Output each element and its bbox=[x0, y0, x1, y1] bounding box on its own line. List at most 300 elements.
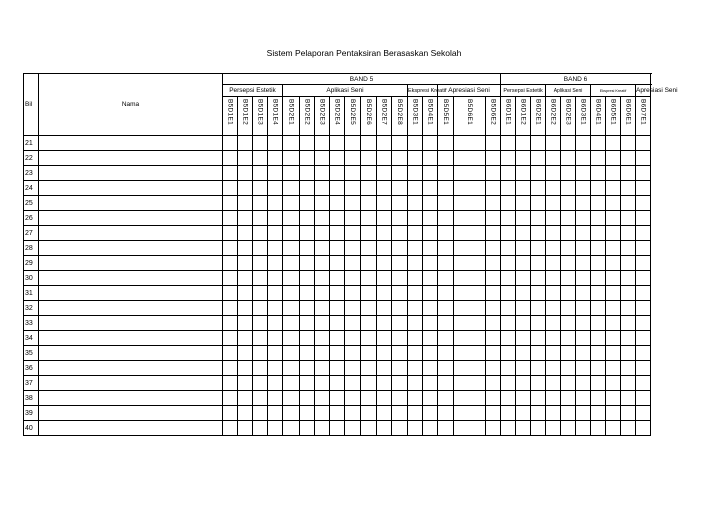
score-cell[interactable] bbox=[283, 346, 300, 361]
score-cell[interactable] bbox=[223, 241, 238, 256]
score-cell[interactable] bbox=[300, 241, 315, 256]
score-cell[interactable] bbox=[516, 166, 531, 181]
score-cell[interactable] bbox=[253, 136, 268, 151]
score-cell[interactable] bbox=[253, 271, 268, 286]
score-cell[interactable] bbox=[516, 376, 531, 391]
score-cell[interactable] bbox=[330, 151, 345, 166]
score-cell[interactable] bbox=[454, 376, 486, 391]
score-cell[interactable] bbox=[300, 286, 315, 301]
score-cell[interactable] bbox=[636, 241, 651, 256]
student-name-cell[interactable] bbox=[39, 166, 223, 181]
score-cell[interactable] bbox=[606, 256, 621, 271]
score-cell[interactable] bbox=[238, 286, 253, 301]
score-cell[interactable] bbox=[516, 256, 531, 271]
score-cell[interactable] bbox=[546, 406, 561, 421]
score-cell[interactable] bbox=[300, 196, 315, 211]
score-cell[interactable] bbox=[501, 271, 516, 286]
score-cell[interactable] bbox=[636, 331, 651, 346]
score-cell[interactable] bbox=[576, 256, 591, 271]
score-cell[interactable] bbox=[423, 241, 438, 256]
score-cell[interactable] bbox=[486, 331, 501, 346]
score-cell[interactable] bbox=[423, 421, 438, 436]
score-cell[interactable] bbox=[361, 286, 377, 301]
score-cell[interactable] bbox=[576, 406, 591, 421]
score-cell[interactable] bbox=[621, 301, 636, 316]
score-cell[interactable] bbox=[516, 136, 531, 151]
score-cell[interactable] bbox=[546, 256, 561, 271]
score-cell[interactable] bbox=[576, 331, 591, 346]
score-cell[interactable] bbox=[636, 286, 651, 301]
score-cell[interactable] bbox=[223, 301, 238, 316]
score-cell[interactable] bbox=[621, 136, 636, 151]
score-cell[interactable] bbox=[531, 226, 546, 241]
score-cell[interactable] bbox=[423, 196, 438, 211]
score-cell[interactable] bbox=[392, 196, 408, 211]
score-cell[interactable] bbox=[561, 361, 576, 376]
score-cell[interactable] bbox=[223, 181, 238, 196]
score-cell[interactable] bbox=[300, 166, 315, 181]
score-cell[interactable] bbox=[591, 406, 606, 421]
score-cell[interactable] bbox=[621, 286, 636, 301]
score-cell[interactable] bbox=[223, 256, 238, 271]
score-cell[interactable] bbox=[423, 271, 438, 286]
score-cell[interactable] bbox=[392, 181, 408, 196]
score-cell[interactable] bbox=[361, 226, 377, 241]
score-cell[interactable] bbox=[238, 316, 253, 331]
score-cell[interactable] bbox=[621, 271, 636, 286]
score-cell[interactable] bbox=[438, 286, 454, 301]
score-cell[interactable] bbox=[392, 361, 408, 376]
score-cell[interactable] bbox=[423, 391, 438, 406]
score-cell[interactable] bbox=[300, 391, 315, 406]
score-cell[interactable] bbox=[486, 196, 501, 211]
score-cell[interactable] bbox=[606, 151, 621, 166]
score-cell[interactable] bbox=[423, 406, 438, 421]
score-cell[interactable] bbox=[486, 166, 501, 181]
score-cell[interactable] bbox=[361, 406, 377, 421]
score-cell[interactable] bbox=[345, 211, 361, 226]
student-name-cell[interactable] bbox=[39, 241, 223, 256]
score-cell[interactable] bbox=[576, 181, 591, 196]
score-cell[interactable] bbox=[454, 421, 486, 436]
score-cell[interactable] bbox=[377, 346, 392, 361]
score-cell[interactable] bbox=[546, 376, 561, 391]
score-cell[interactable] bbox=[377, 406, 392, 421]
score-cell[interactable] bbox=[345, 391, 361, 406]
score-cell[interactable] bbox=[315, 181, 330, 196]
score-cell[interactable] bbox=[392, 376, 408, 391]
score-cell[interactable] bbox=[561, 331, 576, 346]
score-cell[interactable] bbox=[300, 226, 315, 241]
score-cell[interactable] bbox=[377, 271, 392, 286]
score-cell[interactable] bbox=[330, 346, 345, 361]
score-cell[interactable] bbox=[238, 361, 253, 376]
score-cell[interactable] bbox=[576, 421, 591, 436]
score-cell[interactable] bbox=[361, 136, 377, 151]
score-cell[interactable] bbox=[408, 211, 423, 226]
score-cell[interactable] bbox=[561, 256, 576, 271]
score-cell[interactable] bbox=[531, 316, 546, 331]
score-cell[interactable] bbox=[591, 181, 606, 196]
score-cell[interactable] bbox=[561, 421, 576, 436]
score-cell[interactable] bbox=[438, 151, 454, 166]
score-cell[interactable] bbox=[345, 301, 361, 316]
score-cell[interactable] bbox=[253, 196, 268, 211]
score-cell[interactable] bbox=[621, 256, 636, 271]
score-cell[interactable] bbox=[546, 136, 561, 151]
score-cell[interactable] bbox=[392, 391, 408, 406]
score-cell[interactable] bbox=[345, 346, 361, 361]
score-cell[interactable] bbox=[253, 226, 268, 241]
score-cell[interactable] bbox=[408, 241, 423, 256]
score-cell[interactable] bbox=[454, 301, 486, 316]
score-cell[interactable] bbox=[516, 181, 531, 196]
score-cell[interactable] bbox=[591, 211, 606, 226]
score-cell[interactable] bbox=[454, 136, 486, 151]
score-cell[interactable] bbox=[345, 361, 361, 376]
score-cell[interactable] bbox=[330, 181, 345, 196]
score-cell[interactable] bbox=[392, 151, 408, 166]
score-cell[interactable] bbox=[621, 181, 636, 196]
score-cell[interactable] bbox=[423, 346, 438, 361]
score-cell[interactable] bbox=[268, 181, 283, 196]
score-cell[interactable] bbox=[238, 196, 253, 211]
score-cell[interactable] bbox=[283, 301, 300, 316]
score-cell[interactable] bbox=[345, 331, 361, 346]
student-name-cell[interactable] bbox=[39, 256, 223, 271]
score-cell[interactable] bbox=[223, 196, 238, 211]
score-cell[interactable] bbox=[283, 376, 300, 391]
score-cell[interactable] bbox=[531, 211, 546, 226]
score-cell[interactable] bbox=[531, 331, 546, 346]
score-cell[interactable] bbox=[531, 346, 546, 361]
score-cell[interactable] bbox=[283, 256, 300, 271]
score-cell[interactable] bbox=[606, 301, 621, 316]
score-cell[interactable] bbox=[361, 256, 377, 271]
score-cell[interactable] bbox=[361, 166, 377, 181]
score-cell[interactable] bbox=[253, 346, 268, 361]
score-cell[interactable] bbox=[486, 151, 501, 166]
score-cell[interactable] bbox=[501, 166, 516, 181]
score-cell[interactable] bbox=[238, 151, 253, 166]
score-cell[interactable] bbox=[283, 151, 300, 166]
score-cell[interactable] bbox=[361, 211, 377, 226]
score-cell[interactable] bbox=[438, 181, 454, 196]
score-cell[interactable] bbox=[408, 376, 423, 391]
score-cell[interactable] bbox=[591, 241, 606, 256]
score-cell[interactable] bbox=[223, 421, 238, 436]
score-cell[interactable] bbox=[621, 166, 636, 181]
score-cell[interactable] bbox=[377, 376, 392, 391]
score-cell[interactable] bbox=[361, 421, 377, 436]
score-cell[interactable] bbox=[531, 166, 546, 181]
score-cell[interactable] bbox=[636, 196, 651, 211]
score-cell[interactable] bbox=[283, 241, 300, 256]
score-cell[interactable] bbox=[345, 376, 361, 391]
score-cell[interactable] bbox=[621, 241, 636, 256]
score-cell[interactable] bbox=[576, 271, 591, 286]
score-cell[interactable] bbox=[283, 271, 300, 286]
score-cell[interactable] bbox=[283, 181, 300, 196]
score-cell[interactable] bbox=[561, 196, 576, 211]
score-cell[interactable] bbox=[300, 421, 315, 436]
score-cell[interactable] bbox=[377, 361, 392, 376]
score-cell[interactable] bbox=[516, 271, 531, 286]
score-cell[interactable] bbox=[315, 361, 330, 376]
score-cell[interactable] bbox=[268, 241, 283, 256]
score-cell[interactable] bbox=[361, 241, 377, 256]
score-cell[interactable] bbox=[315, 391, 330, 406]
score-cell[interactable] bbox=[315, 346, 330, 361]
score-cell[interactable] bbox=[392, 136, 408, 151]
score-cell[interactable] bbox=[330, 406, 345, 421]
score-cell[interactable] bbox=[408, 406, 423, 421]
score-cell[interactable] bbox=[268, 136, 283, 151]
score-cell[interactable] bbox=[283, 226, 300, 241]
score-cell[interactable] bbox=[546, 196, 561, 211]
score-cell[interactable] bbox=[501, 361, 516, 376]
score-cell[interactable] bbox=[392, 316, 408, 331]
score-cell[interactable] bbox=[454, 271, 486, 286]
score-cell[interactable] bbox=[283, 331, 300, 346]
score-cell[interactable] bbox=[606, 376, 621, 391]
score-cell[interactable] bbox=[606, 346, 621, 361]
score-cell[interactable] bbox=[438, 346, 454, 361]
score-cell[interactable] bbox=[576, 211, 591, 226]
score-cell[interactable] bbox=[377, 256, 392, 271]
score-cell[interactable] bbox=[300, 376, 315, 391]
score-cell[interactable] bbox=[238, 346, 253, 361]
score-cell[interactable] bbox=[423, 361, 438, 376]
score-cell[interactable] bbox=[253, 286, 268, 301]
score-cell[interactable] bbox=[345, 166, 361, 181]
score-cell[interactable] bbox=[486, 181, 501, 196]
score-cell[interactable] bbox=[561, 316, 576, 331]
score-cell[interactable] bbox=[238, 271, 253, 286]
score-cell[interactable] bbox=[361, 376, 377, 391]
score-cell[interactable] bbox=[531, 361, 546, 376]
score-cell[interactable] bbox=[223, 316, 238, 331]
score-cell[interactable] bbox=[438, 406, 454, 421]
score-cell[interactable] bbox=[238, 166, 253, 181]
score-cell[interactable] bbox=[516, 316, 531, 331]
score-cell[interactable] bbox=[576, 361, 591, 376]
score-cell[interactable] bbox=[636, 166, 651, 181]
score-cell[interactable] bbox=[636, 151, 651, 166]
score-cell[interactable] bbox=[546, 271, 561, 286]
score-cell[interactable] bbox=[283, 211, 300, 226]
score-cell[interactable] bbox=[238, 211, 253, 226]
score-cell[interactable] bbox=[576, 166, 591, 181]
score-cell[interactable] bbox=[591, 316, 606, 331]
score-cell[interactable] bbox=[300, 271, 315, 286]
score-cell[interactable] bbox=[438, 271, 454, 286]
score-cell[interactable] bbox=[315, 421, 330, 436]
score-cell[interactable] bbox=[454, 226, 486, 241]
score-cell[interactable] bbox=[408, 331, 423, 346]
score-cell[interactable] bbox=[223, 151, 238, 166]
score-cell[interactable] bbox=[330, 226, 345, 241]
score-cell[interactable] bbox=[238, 136, 253, 151]
score-cell[interactable] bbox=[561, 406, 576, 421]
score-cell[interactable] bbox=[268, 271, 283, 286]
score-cell[interactable] bbox=[516, 391, 531, 406]
score-cell[interactable] bbox=[454, 361, 486, 376]
score-cell[interactable] bbox=[238, 331, 253, 346]
score-cell[interactable] bbox=[345, 196, 361, 211]
score-cell[interactable] bbox=[486, 361, 501, 376]
score-cell[interactable] bbox=[283, 286, 300, 301]
score-cell[interactable] bbox=[546, 181, 561, 196]
score-cell[interactable] bbox=[408, 181, 423, 196]
score-cell[interactable] bbox=[315, 196, 330, 211]
score-cell[interactable] bbox=[576, 376, 591, 391]
score-cell[interactable] bbox=[591, 361, 606, 376]
score-cell[interactable] bbox=[454, 181, 486, 196]
score-cell[interactable] bbox=[300, 361, 315, 376]
score-cell[interactable] bbox=[377, 421, 392, 436]
score-cell[interactable] bbox=[546, 286, 561, 301]
score-cell[interactable] bbox=[501, 136, 516, 151]
score-cell[interactable] bbox=[283, 361, 300, 376]
score-cell[interactable] bbox=[330, 166, 345, 181]
student-name-cell[interactable] bbox=[39, 286, 223, 301]
score-cell[interactable] bbox=[330, 271, 345, 286]
score-cell[interactable] bbox=[300, 331, 315, 346]
score-cell[interactable] bbox=[501, 226, 516, 241]
score-cell[interactable] bbox=[486, 391, 501, 406]
score-cell[interactable] bbox=[454, 196, 486, 211]
score-cell[interactable] bbox=[531, 286, 546, 301]
score-cell[interactable] bbox=[486, 421, 501, 436]
score-cell[interactable] bbox=[315, 151, 330, 166]
score-cell[interactable] bbox=[408, 226, 423, 241]
score-cell[interactable] bbox=[423, 286, 438, 301]
score-cell[interactable] bbox=[591, 421, 606, 436]
score-cell[interactable] bbox=[315, 316, 330, 331]
score-cell[interactable] bbox=[561, 136, 576, 151]
score-cell[interactable] bbox=[238, 301, 253, 316]
score-cell[interactable] bbox=[315, 166, 330, 181]
score-cell[interactable] bbox=[621, 421, 636, 436]
score-cell[interactable] bbox=[361, 316, 377, 331]
score-cell[interactable] bbox=[621, 316, 636, 331]
score-cell[interactable] bbox=[501, 211, 516, 226]
score-cell[interactable] bbox=[486, 271, 501, 286]
score-cell[interactable] bbox=[576, 196, 591, 211]
score-cell[interactable] bbox=[377, 286, 392, 301]
student-name-cell[interactable] bbox=[39, 211, 223, 226]
score-cell[interactable] bbox=[423, 301, 438, 316]
score-cell[interactable] bbox=[268, 391, 283, 406]
score-cell[interactable] bbox=[606, 331, 621, 346]
score-cell[interactable] bbox=[561, 286, 576, 301]
score-cell[interactable] bbox=[636, 211, 651, 226]
score-cell[interactable] bbox=[576, 226, 591, 241]
score-cell[interactable] bbox=[392, 301, 408, 316]
score-cell[interactable] bbox=[268, 346, 283, 361]
score-cell[interactable] bbox=[238, 376, 253, 391]
score-cell[interactable] bbox=[486, 376, 501, 391]
score-cell[interactable] bbox=[377, 166, 392, 181]
score-cell[interactable] bbox=[300, 256, 315, 271]
score-cell[interactable] bbox=[606, 361, 621, 376]
score-cell[interactable] bbox=[315, 406, 330, 421]
score-cell[interactable] bbox=[561, 391, 576, 406]
score-cell[interactable] bbox=[516, 361, 531, 376]
score-cell[interactable] bbox=[377, 226, 392, 241]
score-cell[interactable] bbox=[546, 226, 561, 241]
score-cell[interactable] bbox=[438, 361, 454, 376]
score-cell[interactable] bbox=[253, 421, 268, 436]
score-cell[interactable] bbox=[621, 346, 636, 361]
score-cell[interactable] bbox=[606, 241, 621, 256]
score-cell[interactable] bbox=[621, 196, 636, 211]
score-cell[interactable] bbox=[486, 301, 501, 316]
score-cell[interactable] bbox=[591, 286, 606, 301]
score-cell[interactable] bbox=[238, 256, 253, 271]
score-cell[interactable] bbox=[283, 166, 300, 181]
score-cell[interactable] bbox=[531, 406, 546, 421]
score-cell[interactable] bbox=[438, 136, 454, 151]
score-cell[interactable] bbox=[223, 226, 238, 241]
score-cell[interactable] bbox=[561, 271, 576, 286]
score-cell[interactable] bbox=[576, 346, 591, 361]
score-cell[interactable] bbox=[330, 301, 345, 316]
score-cell[interactable] bbox=[330, 136, 345, 151]
score-cell[interactable] bbox=[345, 151, 361, 166]
score-cell[interactable] bbox=[546, 211, 561, 226]
score-cell[interactable] bbox=[636, 391, 651, 406]
score-cell[interactable] bbox=[330, 376, 345, 391]
student-name-cell[interactable] bbox=[39, 391, 223, 406]
score-cell[interactable] bbox=[531, 421, 546, 436]
score-cell[interactable] bbox=[606, 286, 621, 301]
score-cell[interactable] bbox=[361, 346, 377, 361]
score-cell[interactable] bbox=[546, 361, 561, 376]
score-cell[interactable] bbox=[423, 181, 438, 196]
score-cell[interactable] bbox=[392, 166, 408, 181]
score-cell[interactable] bbox=[636, 226, 651, 241]
score-cell[interactable] bbox=[268, 286, 283, 301]
score-cell[interactable] bbox=[546, 331, 561, 346]
score-cell[interactable] bbox=[636, 256, 651, 271]
score-cell[interactable] bbox=[591, 391, 606, 406]
score-cell[interactable] bbox=[561, 301, 576, 316]
score-cell[interactable] bbox=[392, 271, 408, 286]
student-name-cell[interactable] bbox=[39, 301, 223, 316]
score-cell[interactable] bbox=[253, 151, 268, 166]
score-cell[interactable] bbox=[253, 166, 268, 181]
score-cell[interactable] bbox=[486, 316, 501, 331]
score-cell[interactable] bbox=[408, 361, 423, 376]
score-cell[interactable] bbox=[561, 211, 576, 226]
score-cell[interactable] bbox=[438, 226, 454, 241]
score-cell[interactable] bbox=[454, 211, 486, 226]
score-cell[interactable] bbox=[606, 421, 621, 436]
score-cell[interactable] bbox=[345, 286, 361, 301]
score-cell[interactable] bbox=[377, 151, 392, 166]
score-cell[interactable] bbox=[501, 256, 516, 271]
score-cell[interactable] bbox=[501, 286, 516, 301]
score-cell[interactable] bbox=[408, 316, 423, 331]
score-cell[interactable] bbox=[423, 136, 438, 151]
score-cell[interactable] bbox=[377, 316, 392, 331]
score-cell[interactable] bbox=[268, 226, 283, 241]
score-cell[interactable] bbox=[315, 256, 330, 271]
score-cell[interactable] bbox=[454, 241, 486, 256]
score-cell[interactable] bbox=[438, 241, 454, 256]
